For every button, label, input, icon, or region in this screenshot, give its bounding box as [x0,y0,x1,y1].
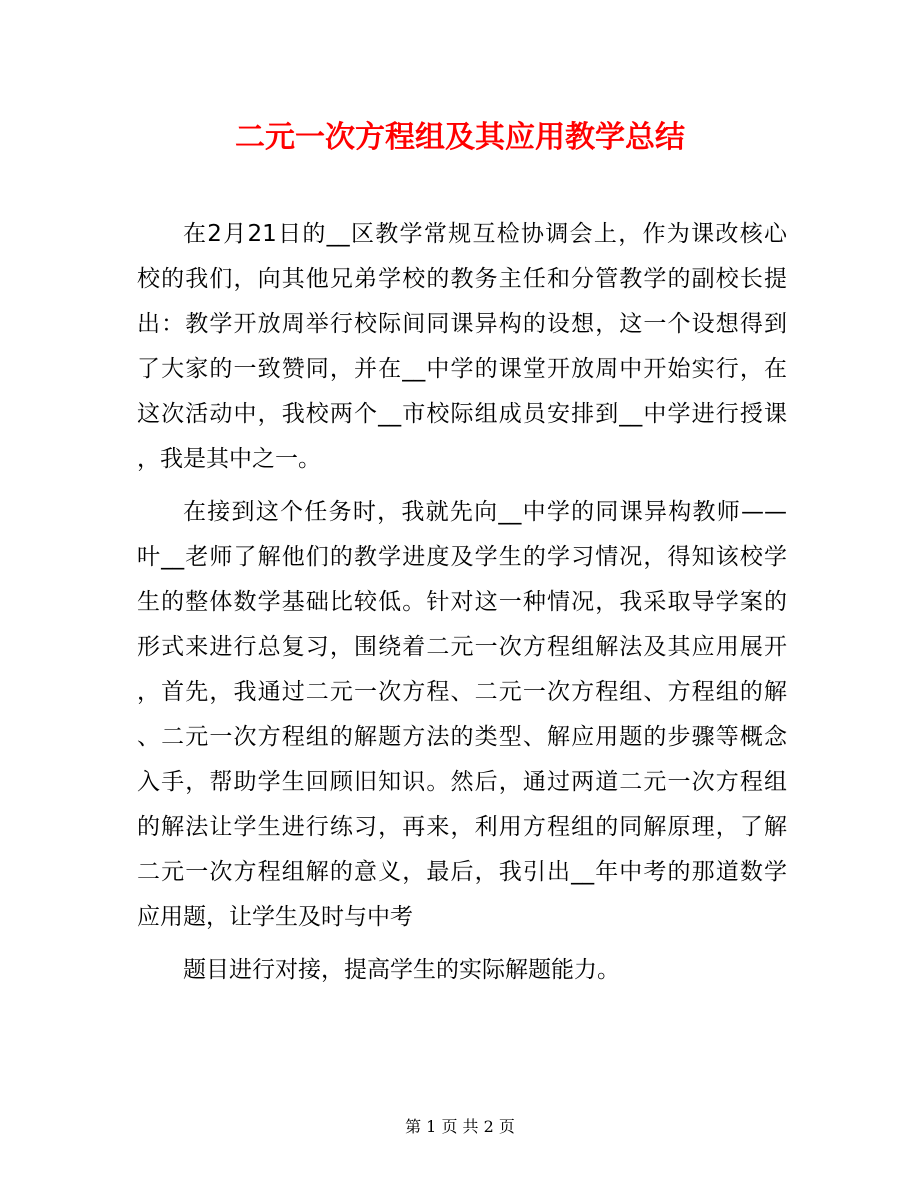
text-line: 的解法让学生进行练习，再来，利用方程组的同解原理，了解 [137,814,787,840]
paragraph-3 [137,948,787,993]
document-body [137,212,787,993]
text-line: 校的我们，向其他兄弟学校的教务主任和分管教学的副校长提 [137,266,787,292]
text-line: ，首先，我通过二元一次方程、二元一次方程组、方程组的解 [137,679,787,705]
text-line: 这次活动中，我校两个__市校际组成员安排到__中学进行授课 [137,401,787,427]
paragraph-1 [137,212,787,482]
text-line: 形式来进行总复习，围绕着二元一次方程组解法及其应用展开 [137,634,787,660]
text-line: 题目进行对接，提高学生的实际解题能力。 [183,957,620,983]
text-line: 应用题，让学生及时与中考 [137,904,413,930]
text-line: 在2月21日的__区教学常规互检协调会上，作为课改核心 [183,221,787,247]
text-line: 二元一次方程组解的意义，最后，我引出__年中考的那道数学 [137,859,787,885]
text-line: 入手，帮助学生回顾旧知识。然后，通过两道二元一次方程组 [137,769,787,795]
text-line: 出：教学开放周举行校际间同课异构的设想，这一个设想得到 [137,311,787,337]
text-line: 了大家的一致赞同，并在__中学的课堂开放周中开始实行，在 [137,356,787,382]
text-line: 在接到这个任务时，我就先向__中学的同课异构教师—— [183,499,787,525]
page-number-footer: 第 1 页 共 2 页 [405,1117,515,1136]
text-line: 叶__老师了解他们的教学进度及学生的学习情况，得知该校学 [137,544,787,570]
text-line: 生的整体数学基础比较低。针对这一种情况，我采取导学案的 [137,589,787,615]
paragraph-2 [137,490,787,940]
text-line: 、二元一次方程组的解题方法的类型、解应用题的步骤等概念 [137,724,787,750]
page-title: 二元一次方程组及其应用教学总结 [235,120,685,155]
text-line: ，我是其中之一。 [137,446,321,472]
